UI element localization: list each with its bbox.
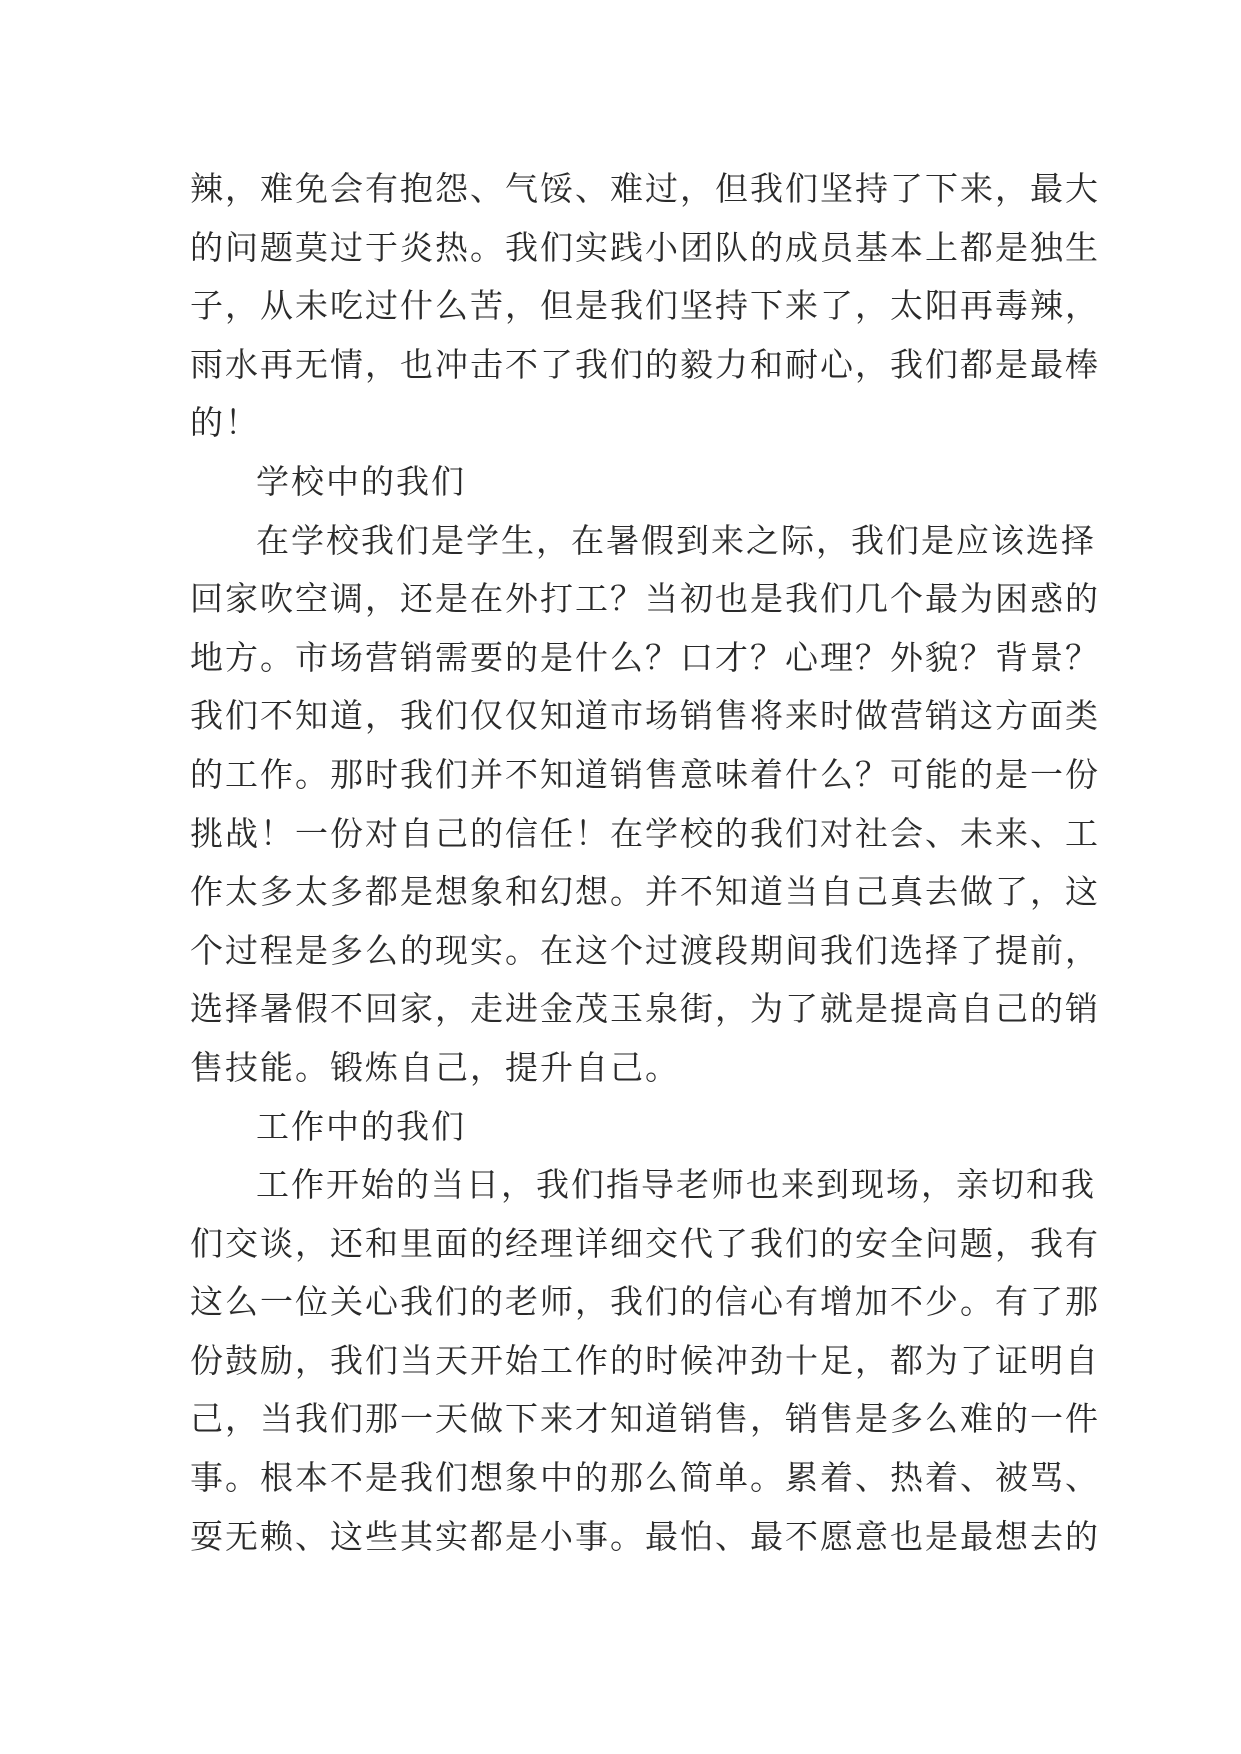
text-line: 己，当我们那一天做下来才知道销售，销售是多么难的一件 — [190, 1399, 1100, 1439]
text-line: 辣，难免会有抱怨、气馁、难过，但我们坚持了下来，最大 — [190, 169, 1100, 208]
section-heading: 学校中的我们 — [256, 461, 466, 501]
paragraph-start: 在学校我们是学生，在暑假到来之际，我们是应该选择 — [256, 520, 1096, 560]
text-line: 我们不知道，我们仅仅知道市场销售将来时做营销这方面类 — [190, 696, 1100, 736]
text-line: 的！ — [190, 403, 260, 443]
text-line: 个过程是多么的现实。在这个过渡段期间我们选择了提前， — [190, 930, 1100, 970]
text-line: 选择暑假不回家，走进金茂玉泉街，为了就是提高自己的销 — [190, 989, 1100, 1029]
text-line: 的工作。那时我们并不知道销售意味着什么？可能的是一份 — [190, 754, 1100, 794]
body-text — [190, 160, 1100, 1566]
text-line: 子，从未吃过什么苦，但是我们坚持下来了，太阳再毒辣， — [190, 286, 1100, 326]
section-heading: 工作中的我们 — [256, 1106, 466, 1146]
text-line: 雨水再无情，也冲击不了我们的毅力和耐心，我们都是最棒 — [190, 344, 1100, 384]
text-line: 回家吹空调，还是在外打工？当初也是我们几个最为困惑的 — [190, 579, 1100, 619]
text-line: 售技能。锻炼自己，提升自己。 — [190, 1047, 680, 1087]
text-line: 作太多太多都是想象和幻想。并不知道当自己真去做了，这 — [190, 872, 1100, 912]
text-line: 们交谈，还和里面的经理详细交代了我们的安全问题，我有 — [190, 1223, 1100, 1263]
text-line: 的问题莫过于炎热。我们实践小团队的成员基本上都是独生 — [190, 227, 1100, 267]
text-line: 挑战！一份对自己的信任！在学校的我们对社会、未来、工 — [190, 813, 1100, 853]
paragraph-start: 工作开始的当日，我们指导老师也来到现场，亲切和我 — [256, 1165, 1096, 1205]
text-line: 事。根本不是我们想象中的那么简单。累着、热着、被骂、 — [190, 1458, 1100, 1498]
text-line: 这么一位关心我们的老师，我们的信心有增加不少。有了那 — [190, 1282, 1100, 1322]
text-line: 地方。市场营销需要的是什么？口才？心理？外貌？背景？ — [190, 637, 1100, 677]
text-line: 份鼓励，我们当天开始工作的时候冲劲十足，都为了证明自 — [190, 1340, 1100, 1380]
text-line: 耍无赖、这些其实都是小事。最怕、最不愿意也是最想去的 — [190, 1516, 1100, 1556]
